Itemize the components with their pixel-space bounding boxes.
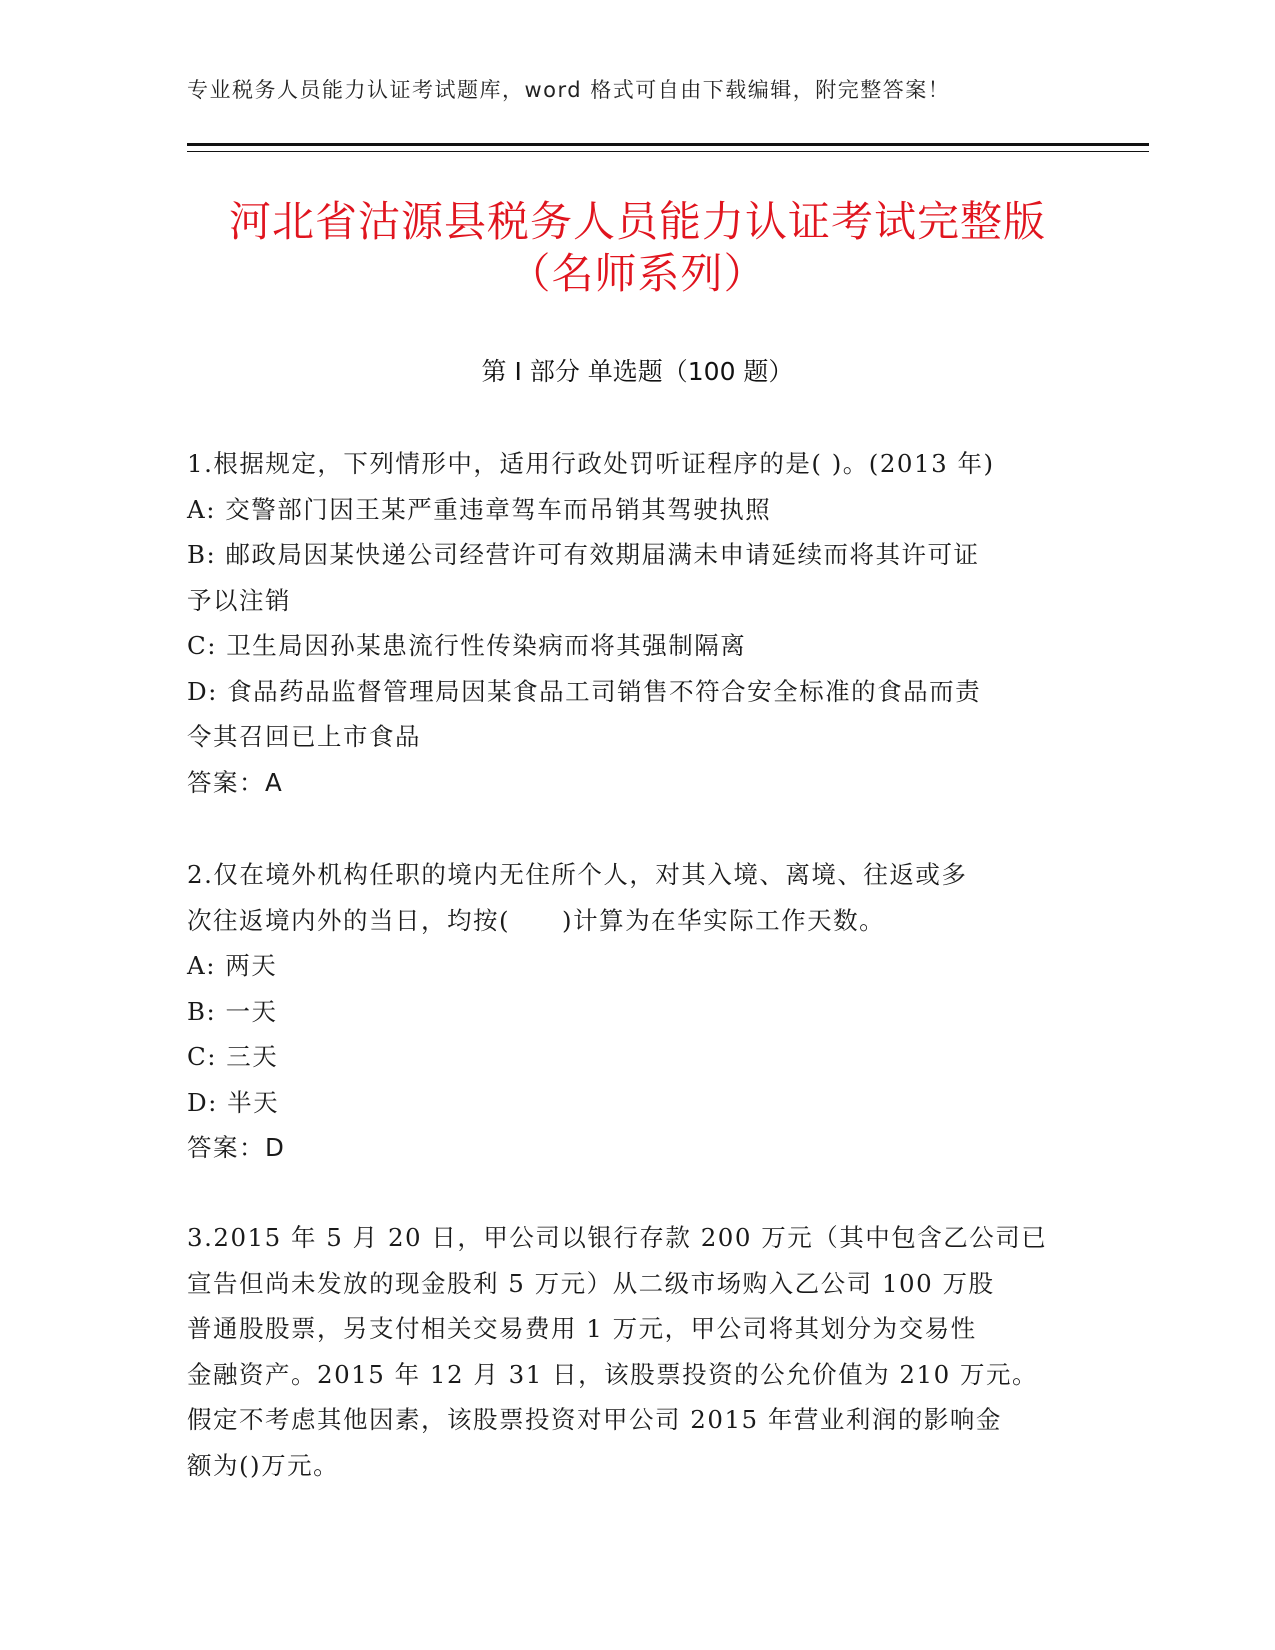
option-b-continued: 予以注销	[187, 585, 291, 615]
answer: 答案：A	[187, 767, 284, 797]
document-title	[150, 196, 1125, 300]
question-3	[187, 1215, 1087, 1488]
option-a: A: 两天	[187, 951, 278, 980]
option-c: C: 三天	[187, 1042, 279, 1071]
option-d: D: 食品药品监督管理局因某食品工司销售不符合安全标准的食品而责	[187, 676, 982, 706]
question-1	[187, 441, 1087, 805]
option-d: D: 半天	[187, 1087, 280, 1117]
question-stem-line: 金融资产。2015 年 12 月 31 日，该股票投资的公允价值为 210 万元。	[187, 1359, 1038, 1389]
header-note: 专业税务人员能力认证考试题库，word 格式可自由下载编辑，附完整答案！	[187, 78, 951, 102]
header-rule-thick	[187, 143, 1149, 146]
question-stem-line: 2.仅在境外机构任职的境内无住所个人，对其入境、离境、往返或多	[187, 860, 968, 889]
option-b: B: 一天	[187, 996, 278, 1026]
question-stem-line: 额为()万元。	[187, 1450, 340, 1480]
option-d-continued: 令其召回已上市食品	[187, 722, 421, 751]
title-line-1: 河北省沽源县税务人员能力认证考试完整版	[228, 197, 1046, 246]
question-stem-line: 宣告但尚未发放的现金股利 5 万元）从二级市场购入乙公司 100 万股	[187, 1268, 995, 1298]
section-title: 第 I 部分 单选题（100 题）	[481, 357, 794, 386]
header-rule-thin	[187, 151, 1149, 152]
question-stem-line: 次往返境内外的当日，均按( )计算为在华实际工作天数。	[187, 905, 886, 935]
question-stem-line: 假定不考虑其他因素，该股票投资对甲公司 2015 年营业利润的影响金	[187, 1405, 1002, 1434]
option-a: A: 交警部门因王某严重违章驾车而吊销其驾驶执照	[187, 494, 772, 524]
question-2	[187, 852, 1087, 1171]
question-stem-line: 3.2015 年 5 月 20 日，甲公司以银行存款 200 万元（其中包含乙公司已	[187, 1223, 1048, 1252]
option-b: B: 邮政局因某快递公司经营许可有效期届满未申请延续而将其许可证	[187, 540, 980, 569]
option-c: C: 卫生局因孙某患流行性传染病而将其强制隔离	[187, 631, 747, 660]
answer: 答案：D	[187, 1133, 286, 1162]
question-stem-line: 普通股股票，另支付相关交易费用 1 万元，甲公司将其划分为交易性	[187, 1314, 977, 1343]
question-stem-line: 1.根据规定，下列情形中，适用行政处罚听证程序的是( )。(2013 年)	[187, 449, 995, 478]
title-line-2: （名师系列）	[508, 249, 767, 298]
